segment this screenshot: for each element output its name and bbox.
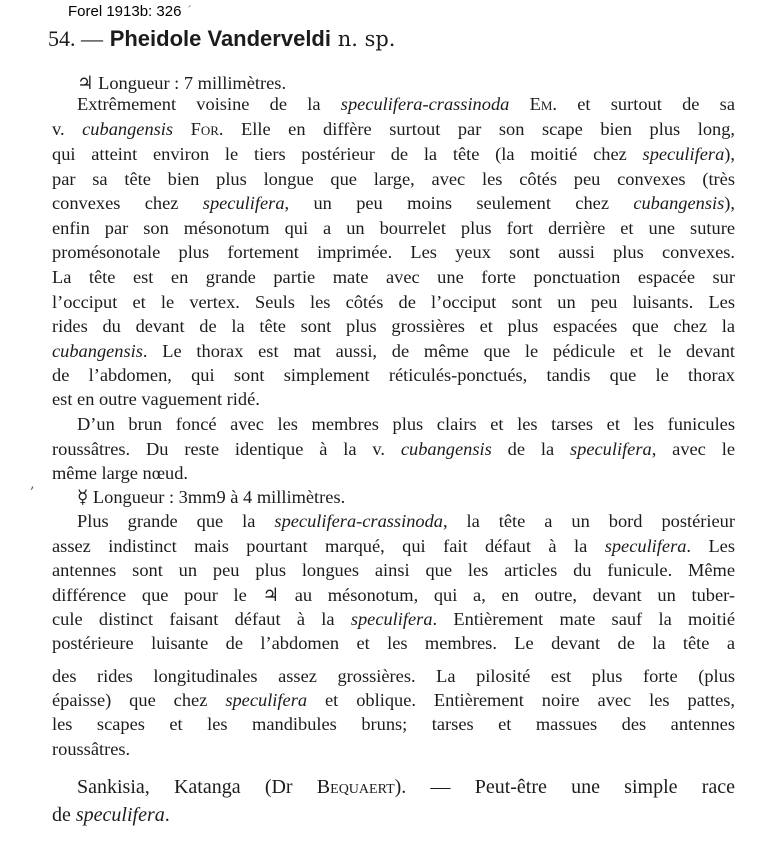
text-line — [77, 95, 735, 113]
text-run: même large nœud. — [52, 463, 189, 483]
text-run: ☿ Longueur : 3mm9 à 4 millimètres. — [77, 487, 346, 507]
text-line — [52, 610, 735, 628]
text-run: promésonotale plus fortement imprimée. Les yeux sont aussi plus convexes. — [52, 242, 735, 262]
text-run: postérieure luisante de l’abdomen et les membres. Le devant de la tête a — [52, 633, 735, 653]
text-line — [52, 219, 735, 237]
italic-taxon: speculifera — [202, 193, 285, 213]
text-run: Extrêmement voisine de la — [77, 94, 341, 114]
text-run: , un peu moins seulement chez — [284, 193, 634, 213]
text-line — [52, 740, 130, 758]
text-run: et oblique. Entièrement noire avec les pattes, — [307, 690, 735, 710]
italic-taxon: speculifera — [225, 690, 308, 710]
italic-taxon: cubangensis — [52, 341, 143, 361]
text-run: ♃ Longueur : 7 millimètres. — [77, 73, 287, 93]
text-run: les scapes et les mandibules bruns; tarses et massues des antennes — [52, 714, 735, 734]
author-abbrev: Em. — [509, 94, 557, 114]
text-line — [52, 586, 735, 604]
text-run: et surtout de sa — [556, 94, 735, 114]
text-line — [77, 488, 345, 506]
text-line — [52, 293, 735, 311]
text-run: Elle en diffère surtout par son scape bien plus long, — [223, 119, 735, 139]
text-run: cule distinct faisant défaut à la — [52, 609, 351, 629]
text-run: Plus grande que la — [77, 511, 275, 531]
text-run: différence que pour le ♃ au mésonotum, qui a, en outre, devant un tuber- — [52, 585, 735, 605]
text-run: enfin par son mésonotum qui a un bourrelet plus fort derrière et une suture — [52, 218, 735, 238]
text-run: de l’abdomen, qui sont simplement réticulés-ponctués, tandis que le thorax — [52, 365, 735, 385]
text-line — [52, 464, 188, 482]
species-heading — [48, 26, 395, 52]
italic-taxon: speculifera — [569, 439, 652, 459]
italic-taxon: speculifera — [75, 804, 165, 826]
text-line — [52, 243, 735, 261]
margin-mark: ˊ — [186, 4, 192, 18]
text-run: roussâtres. — [52, 739, 131, 759]
text-line — [77, 74, 286, 92]
heading-suffix: n. sp. — [337, 27, 396, 51]
text-run: l’occiput et le vertex. Seuls les côtés de l’occiput sont un peu luisants. Les — [52, 292, 735, 312]
text-run: D’un brun foncé avec les membres plus clairs et les tarses et les funicules — [77, 414, 735, 434]
italic-taxon: cubangensis — [82, 119, 174, 139]
author-abbrev: For. — [173, 119, 224, 139]
text-run: . Le thorax est mat aussi, de même que le pédicule et le devant — [142, 341, 735, 361]
text-run: Sankisia, Katanga (Dr — [77, 776, 317, 798]
text-line — [77, 512, 735, 530]
italic-taxon: speculifera — [642, 144, 725, 164]
text-run: . Entièrement mate sauf la moitié — [432, 609, 735, 629]
text-line — [52, 366, 735, 384]
text-run: , avec le — [651, 439, 735, 459]
text-line — [52, 342, 735, 360]
text-line — [52, 561, 735, 579]
italic-taxon: speculifera — [604, 536, 687, 556]
margin-dot: ‚ — [30, 476, 35, 492]
italic-taxon: speculifera-crassinoda — [274, 511, 443, 531]
text-line — [77, 777, 735, 797]
text-run: convexes chez — [52, 193, 203, 213]
author-abbrev: Bequaert — [316, 776, 395, 798]
text-line — [52, 715, 735, 733]
citation-label: Forel 1913b: 326 — [68, 3, 182, 20]
text-run: . — [164, 804, 170, 826]
text-run: des rides longitudinales assez grossières. La pilosité est plus forte (plus — [52, 666, 735, 686]
text-line — [52, 634, 735, 652]
text-line — [52, 440, 735, 458]
text-line — [52, 194, 735, 212]
text-run: ). — Peut-être une simple race — [394, 776, 735, 798]
text-run: assez indistinct mais pourtant marqué, qui fait défaut à la — [52, 536, 605, 556]
heading-number: 54. — — [48, 26, 103, 51]
text-run: ), — [724, 193, 735, 213]
text-run: , la tête a un bord postérieur — [442, 511, 735, 531]
text-line — [52, 317, 735, 335]
text-run: antennes sont un peu plus longues ainsi que les articles du funicule. Même — [52, 560, 735, 580]
text-run: de la — [491, 439, 570, 459]
heading-species-name: Pheidole Vanderveldi — [109, 26, 331, 51]
text-run: de — [52, 804, 76, 826]
text-run: v. — [52, 119, 83, 139]
text-line — [52, 268, 735, 286]
text-line — [52, 805, 170, 825]
italic-taxon: speculifera-crassinoda — [340, 94, 510, 114]
text-run: qui atteint environ le tiers postérieur de la tête (la moitié chez — [52, 144, 643, 164]
text-run: rides du devant de la tête sont plus grossières et plus espacées que chez la — [52, 316, 735, 336]
text-run: . Les — [686, 536, 736, 556]
text-line — [52, 691, 735, 709]
text-run: épaisse) que chez — [52, 690, 226, 710]
text-line — [52, 120, 735, 138]
text-line — [52, 390, 260, 408]
text-run: ), — [724, 144, 735, 164]
text-line — [77, 415, 735, 433]
text-line — [52, 145, 735, 163]
text-line — [52, 667, 735, 685]
text-run: est en outre vaguement ridé. — [52, 389, 260, 409]
text-run: La tête est en grande partie mate avec une forte ponctuation espacée sur — [52, 267, 735, 287]
text-line — [52, 537, 735, 555]
italic-taxon: cubangensis — [633, 193, 725, 213]
italic-taxon: cubangensis — [400, 439, 492, 459]
text-run: par sa tête bien plus longue que large, avec les côtés peu convexes (très — [52, 169, 735, 189]
text-run: roussâtres. Du reste identique à la v. — [52, 439, 401, 459]
text-line — [52, 170, 735, 188]
italic-taxon: speculifera — [350, 609, 433, 629]
